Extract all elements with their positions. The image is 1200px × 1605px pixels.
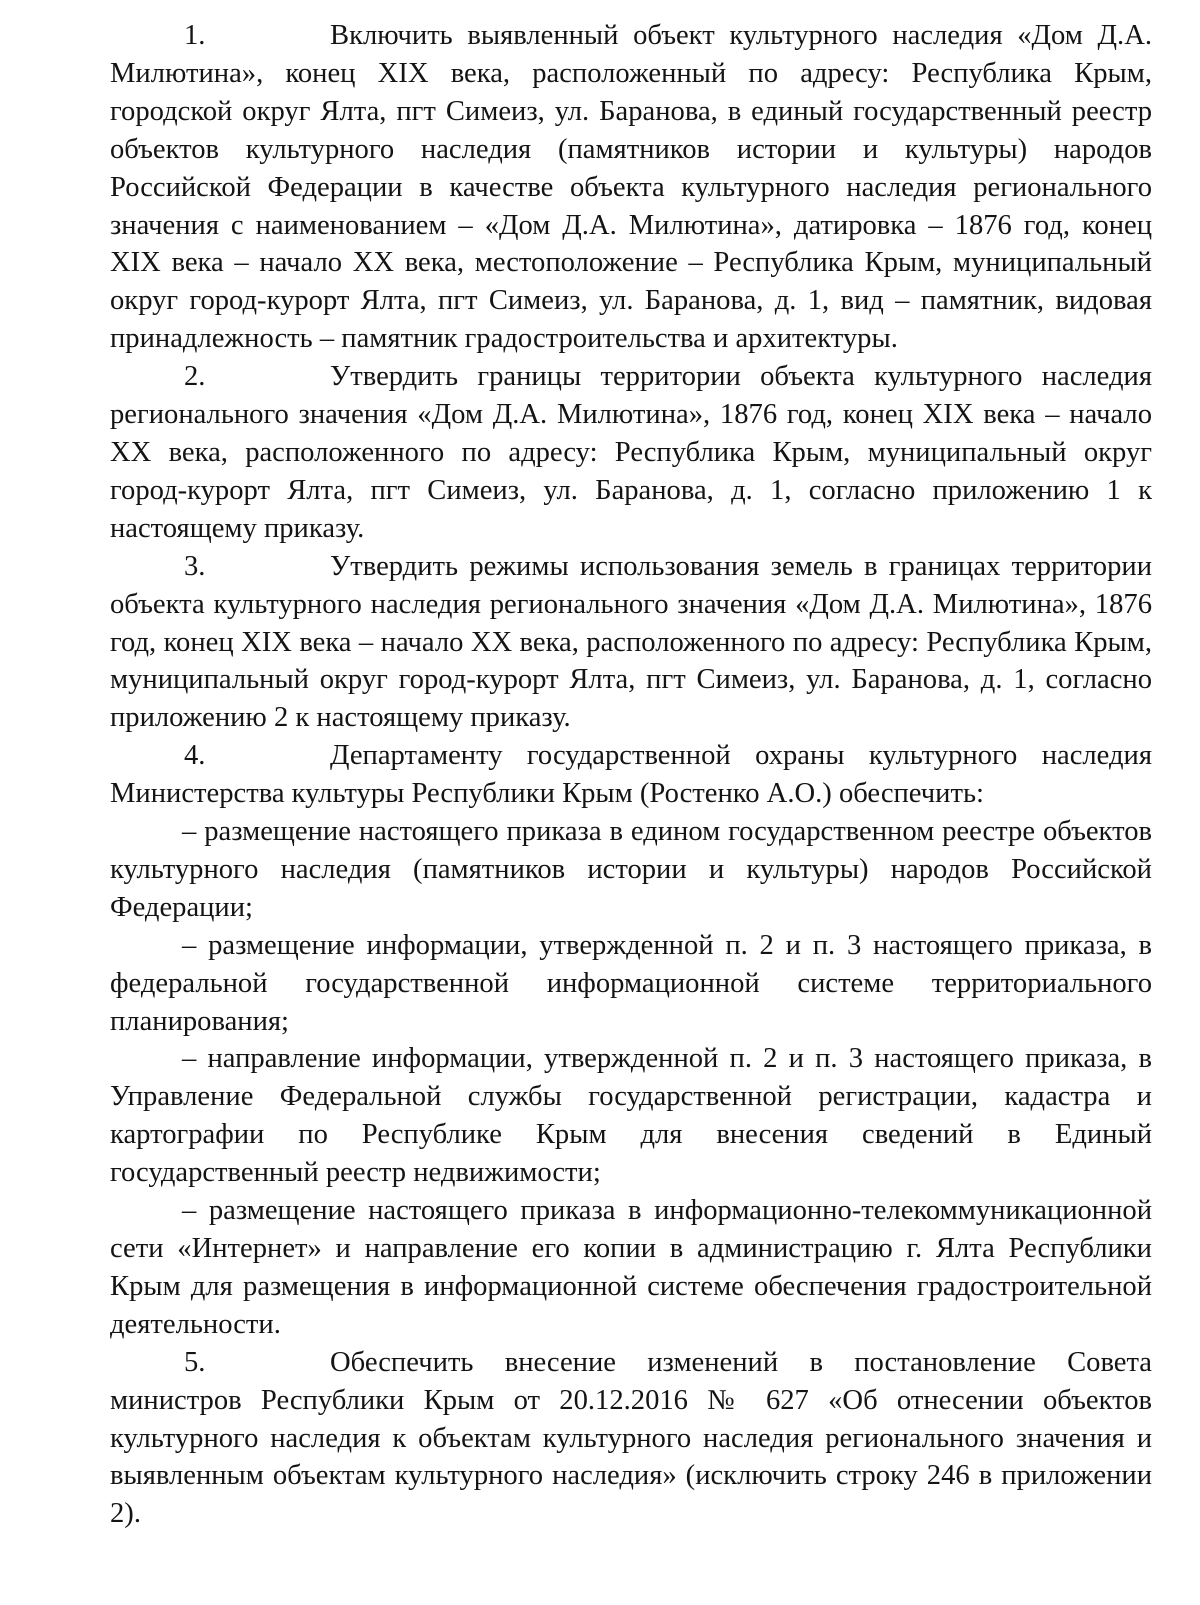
order-item-4 bbox=[110, 737, 1152, 813]
subitem-text: – размещение настоящего приказа в едином государственном реестре объектов культурного наследия (памятников истории и культуры) народов Российской Федерации; bbox=[110, 816, 1152, 923]
order-subitem-4-1 bbox=[110, 813, 1152, 927]
item-text: Включить выявленный объект культурного наследия «Дом Д.А. Милютина», конец XIX века, расположенный по адресу: Республика Крым, городской округ Ялта, пгт Симеиз, ул. Баранова, в единый государственный реестр объектов культурного наследия (памятников истории и культуры) народов Российской Федерации в качестве объекта культурного наследия регионального значения с наименованием – «Дом Д.А. Милютина», датировка – 1876 год, конец XIX века – начало XX века, местоположение – Республика Крым, муниципальный округ город-курорт Ялта, пгт Симеиз, ул. Баранова, д. 1, вид – памятник, видовая принадлежность – памятник градостроительства и архитектуры. bbox=[110, 20, 1152, 355]
subitem-text: – размещение настоящего приказа в информационно-телекоммуникационной сети «Интернет» и направление его копии в администрацию г. Ялта Республики Крым для размещения в информационной системе обеспечения градостроительной деятельности. bbox=[110, 1195, 1152, 1340]
order-item-1 bbox=[110, 17, 1152, 358]
item-number: 5. bbox=[184, 1346, 206, 1378]
item-text: Утвердить режимы использования земель в границах территории объекта культурного наследия регионального значения «Дом Д.А. Милютина», 1876 год, конец XIX века – начало XX века, расположенного по адресу: Республика Крым, муниципальный округ город-курорт Ялта, пгт Симеиз, ул. Баранова, д. 1, согласно приложению 2 к настоящему приказу. bbox=[110, 550, 1152, 734]
subitem-text: – направление информации, утвержденной п. 2 и п. 3 настоящего приказа, в Управление Федеральной службы государственной регистрации, кадастра и картографии по Республике Крым для внесения сведений в Единый государственный реестр недвижимости; bbox=[110, 1043, 1152, 1189]
item-text: Обеспечить внесение изменений в постановление Совета министров Республики Крым от 20.12.2016 № 627 «Об отнесении объектов культурного наследия к объектам культурного наследия регионального значения и выявленным объектам культурного наследия» (исключить строку 246 в приложении 2). bbox=[110, 1346, 1152, 1530]
item-text: Департаменту государственной охраны культурного наследия Министерства культуры Республики Крым (Ростенко А.О.) обеспечить: bbox=[110, 740, 1152, 810]
item-number: 4. bbox=[184, 740, 206, 772]
order-subitem-4-2 bbox=[110, 927, 1152, 1041]
item-number: 1. bbox=[184, 20, 206, 51]
item-text: Утвердить границы территории объекта культурного наследия регионального значения «Дом Д.А. Милютина», 1876 год, конец XIX века – начало XX века, расположенного по адресу: Республика Крым, муниципальный округ город-курорт Ялта, пгт Симеиз, ул. Баранова, д. 1, согласно приложению 1 к настоящему приказу. bbox=[110, 361, 1152, 544]
order-item-3 bbox=[110, 548, 1152, 738]
order-subitem-4-4 bbox=[110, 1192, 1152, 1344]
order-item-5 bbox=[110, 1344, 1152, 1534]
item-number: 3. bbox=[184, 550, 206, 582]
order-subitem-4-3 bbox=[110, 1040, 1152, 1192]
order-item-2 bbox=[110, 358, 1152, 548]
subitem-text: – размещение информации, утвержденной п. 2 и п. 3 настоящего приказа, в федеральной государственной информационной системе территориального планирования; bbox=[110, 929, 1152, 1037]
item-number: 2. bbox=[184, 361, 206, 393]
document-page bbox=[110, 17, 1152, 1533]
